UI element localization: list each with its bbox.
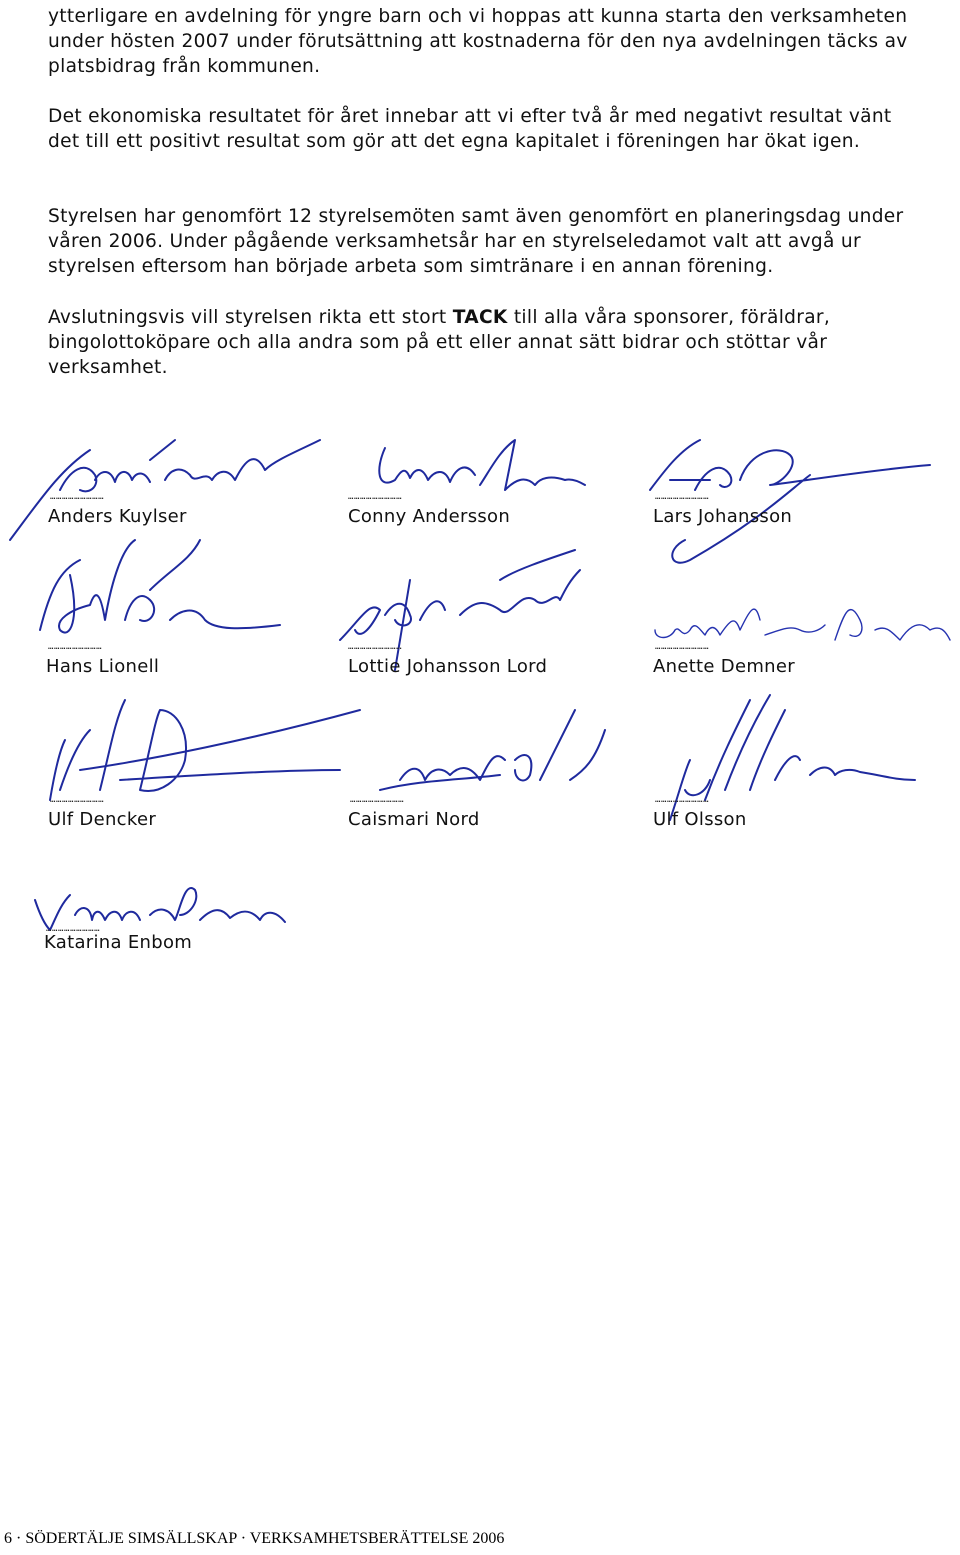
page-footer: 6 · SÖDERTÄLJE SIMSÄLLSKAP · VERKSAMHETSBERÄTTELSE 2006 <box>4 1530 505 1547</box>
signature-dotted-line: ……………………… <box>348 492 403 502</box>
signatory-name: Anette Demner <box>653 656 795 677</box>
signature-dotted-line: ……………………… <box>50 492 105 502</box>
thanks-text-before: Avslutningsvis vill styrelsen rikta ett stort <box>48 307 453 328</box>
signature-dotted-line: ……………………… <box>655 642 710 652</box>
signature-dotted-line: ……………………… <box>655 795 710 805</box>
signature-block-ulf-olsson <box>610 680 910 830</box>
signatory-name: Ulf Olsson <box>653 809 747 830</box>
signature-block-lottie-johansson-lord <box>300 530 600 677</box>
signatory-name: Anders Kuylser <box>48 506 187 527</box>
signature-dotted-line: ……………………… <box>350 795 405 805</box>
signature-dotted-line: ……………………… <box>48 642 103 652</box>
paragraph-board: Styrelsen har genomfört 12 styrelsemöten samt även genomfört en planeringsdag under våren 2006. Under pågående verksamhetsår har en styrelseledamot valt att avgå ur styrelsen eftersom han började arbeta som simtränare i en annan förening. <box>48 206 904 277</box>
handwritten-signature <box>0 530 300 670</box>
paragraph-plans: ytterligare en avdelning för yngre barn och vi hoppas att kunna starta den verksamheten under hösten 2007 under förutsättning att kostnaderna för den nya avdelningen täcks av platsbidrag från kommunen. <box>48 6 908 77</box>
paragraph-thanks <box>48 305 928 380</box>
signatory-name: Hans Lionell <box>46 656 160 677</box>
signature-dotted-line: ……………………… <box>655 492 710 502</box>
signature-block-caismari-nord <box>300 680 600 830</box>
signature-block-ulf-dencker <box>0 680 300 830</box>
thanks-emphasis: TACK <box>452 307 508 328</box>
handwritten-signature <box>610 680 930 830</box>
paragraph-economy: Det ekonomiska resultatet för året innebar att vi efter två år med negativt resultat vänt det till ett positivt resultat som gör att det egna kapitalet i föreningen har ökat igen. <box>48 106 892 152</box>
thanks-text-after: till alla våra sponsorer, föräldrar, bingolottoköpare och alla andra som på ett eller annat sätt bidrar och stöttar vår verksamhet. <box>48 307 831 378</box>
signatory-name: Caismari Nord <box>348 809 480 830</box>
signature-block-anette-demner <box>610 530 910 677</box>
signatory-name: Lottie Johansson Lord <box>348 656 548 677</box>
signature-block-katarina-enbom <box>0 860 300 1000</box>
signatory-name: Ulf Dencker <box>48 809 157 830</box>
signatory-name: Katarina Enbom <box>44 932 193 953</box>
signatory-name: Conny Andersson <box>348 506 511 527</box>
signature-dotted-line: ……………………… <box>348 642 403 652</box>
signature-dotted-line: ……………………… <box>46 924 101 934</box>
signatory-name: Lars Johansson <box>653 506 793 527</box>
signature-dotted-line: ……………………… <box>50 795 105 805</box>
signature-block-hans-lionell <box>0 530 300 677</box>
